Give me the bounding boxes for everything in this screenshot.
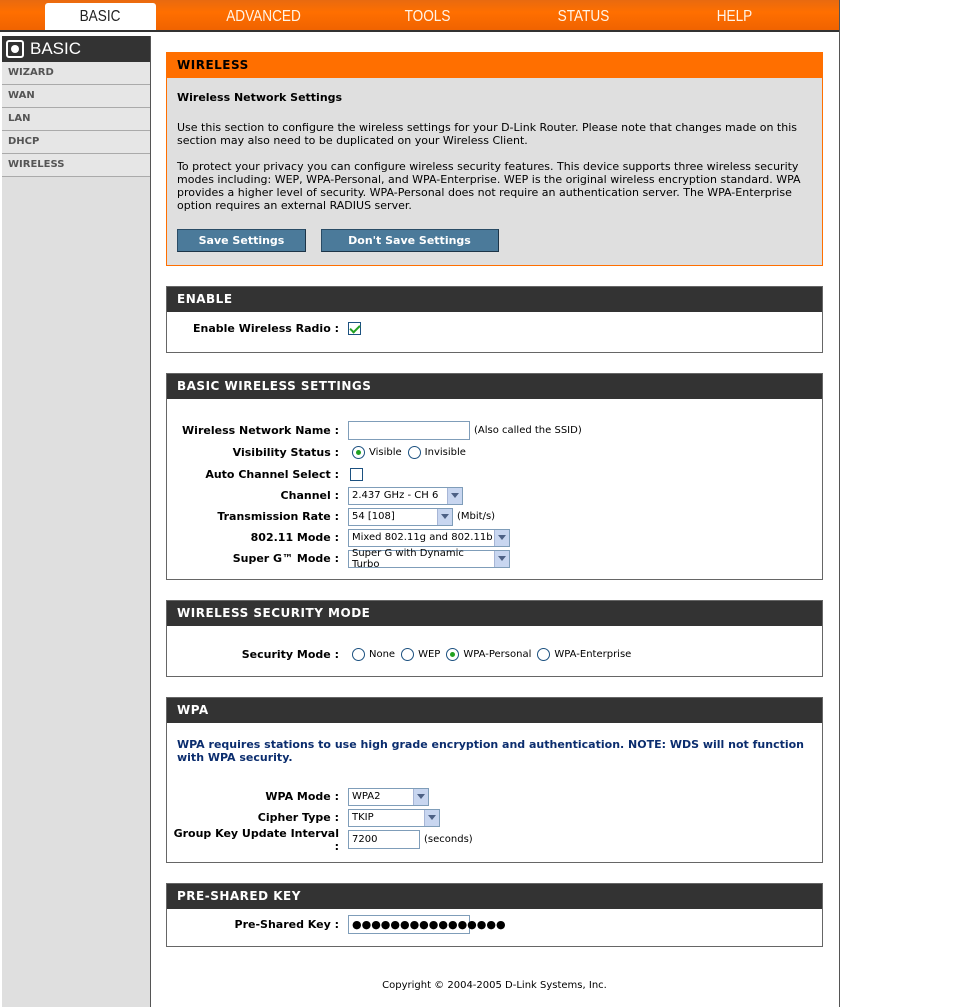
chevron-down-icon [424, 810, 439, 826]
chevron-down-icon [413, 789, 428, 805]
sidebar [2, 36, 151, 1007]
main-content [166, 52, 823, 967]
mode-select-value: Mixed 802.11g and 802.11b [352, 532, 493, 543]
page-title: Wireless Network Settings [177, 91, 343, 104]
invisible-radio-label: Invisible [424, 446, 466, 458]
psk-panel [166, 883, 823, 947]
sidebar-item-lan[interactable]: LAN [2, 108, 150, 131]
chevron-down-icon [494, 551, 509, 567]
enable-wireless-label: Enable Wireless Radio : [193, 322, 339, 335]
superg-label: Super G™ Mode : [232, 552, 339, 565]
wpa-note: WPA requires stations to use high grade encryption and authentication. NOTE: WDS will not function with WPA security. [177, 738, 805, 764]
wireless-intro-panel [166, 52, 823, 266]
group-key-interval-input[interactable] [348, 830, 420, 849]
sidebar-item-wan[interactable]: WAN [2, 85, 150, 108]
security-wpa-personal-label: WPA-Personal [463, 649, 532, 660]
tab-status[interactable]: STATUS [557, 8, 610, 25]
ssid-label: Wireless Network Name : [182, 423, 339, 437]
visibility-label: Visibility Status : [232, 445, 339, 459]
basic-wireless-header: BASIC WIRELESS SETTINGS [167, 374, 822, 399]
enable-panel [166, 286, 823, 353]
cipher-type-select-value: TKIP [352, 812, 374, 823]
group-key-interval-label: Group Key Update Interval : [173, 826, 339, 853]
security-mode-header: WIRELESS SECURITY MODE [167, 601, 822, 626]
security-wep-label: WEP [418, 649, 441, 660]
security-mode-panel [166, 600, 823, 677]
save-settings-button[interactable]: Save Settings [177, 229, 306, 252]
psk-label: Pre-Shared Key : [234, 917, 339, 931]
ssid-input[interactable] [348, 421, 470, 440]
dont-save-settings-button[interactable]: Don't Save Settings [321, 229, 499, 252]
wireless-header: WIRELESS [167, 53, 822, 78]
mode-select[interactable] [348, 529, 510, 547]
security-wpa-personal-radio[interactable] [446, 648, 459, 661]
top-nav [0, 0, 840, 32]
security-wpa-enterprise-label: WPA-Enterprise [554, 649, 632, 660]
sidebar-title: BASIC [30, 39, 82, 58]
channel-select[interactable] [348, 487, 463, 505]
intro-paragraph-1: Use this section to configure the wireless settings for your D-Link Router. Please note that changes made on this section may also need to be duplicated on your Wireless Client. [177, 121, 797, 147]
intro-paragraph-2: To protect your privacy you can configure wireless security features. This device supports three wireless security modes including: WEP, WPA-Personal, and WPA-Enterprise. WEP is the original wireless encryption standard. WPA provides a higher level of security. WPA-Personal does not require an authentication server. The WPA-Enterprise option requires an external RADIUS server. [177, 160, 801, 212]
superg-select-value: Super G with Dynamic Turbo [352, 547, 464, 570]
wpa-mode-select[interactable] [348, 788, 429, 806]
tab-help[interactable]: HELP [716, 8, 753, 25]
psk-input[interactable]: ●●●●●●●●●●●●●●●● [348, 915, 470, 934]
sidebar-item-dhcp[interactable]: DHCP [2, 131, 150, 154]
sidebar-header [2, 36, 150, 62]
enable-wireless-checkbox[interactable] [348, 322, 361, 335]
rate-unit: (Mbit/s) [457, 511, 496, 522]
superg-select[interactable] [348, 547, 510, 570]
wpa-header: WPA [167, 698, 822, 723]
channel-label: Channel : [280, 489, 339, 502]
button-row [177, 229, 812, 252]
tab-tools[interactable]: TOOLS [404, 8, 451, 25]
security-wpa-enterprise-radio[interactable] [537, 648, 550, 661]
wpa-mode-select-value: WPA2 [352, 791, 381, 802]
tab-advanced[interactable]: ADVANCED [226, 8, 301, 25]
cipher-type-label: Cipher Type : [257, 811, 339, 824]
mode-label: 802.11 Mode : [250, 531, 339, 544]
sidebar-item-wireless[interactable]: WIRELESS [2, 154, 150, 177]
auto-channel-label: Auto Channel Select : [205, 467, 339, 481]
wpa-panel [166, 697, 823, 863]
sidebar-item-wizard[interactable]: WIZARD [2, 62, 150, 85]
chevron-down-icon [437, 509, 452, 525]
page-right-border [839, 0, 840, 1007]
wpa-mode-label: WPA Mode : [265, 790, 339, 803]
auto-channel-checkbox[interactable] [350, 468, 363, 481]
security-mode-label: Security Mode : [241, 648, 339, 661]
security-wep-radio[interactable] [401, 648, 414, 661]
invisible-radio[interactable] [408, 446, 421, 459]
channel-select-value: 2.437 GHz - CH 6 [352, 490, 439, 501]
chevron-down-icon [494, 530, 509, 546]
ssid-hint: (Also called the SSID) [474, 424, 582, 436]
chevron-down-icon [447, 488, 462, 504]
rate-select-value: 54 [108] [352, 511, 395, 522]
rate-select[interactable] [348, 508, 453, 526]
enable-header: ENABLE [167, 287, 822, 312]
basic-section-icon [6, 40, 24, 58]
security-none-label: None [369, 649, 396, 660]
rate-label: Transmission Rate : [217, 510, 339, 523]
interval-unit: (seconds) [424, 834, 473, 845]
cipher-type-select[interactable] [348, 809, 440, 827]
psk-header: PRE-SHARED KEY [167, 884, 822, 909]
tab-basic[interactable]: BASIC [45, 3, 156, 30]
visible-radio-label: Visible [369, 446, 402, 458]
copyright-footer: Copyright © 2004-2005 D-Link Systems, Inc. [382, 980, 607, 991]
basic-wireless-panel [166, 373, 823, 580]
security-none-radio[interactable] [352, 648, 365, 661]
visible-radio[interactable] [352, 446, 365, 459]
